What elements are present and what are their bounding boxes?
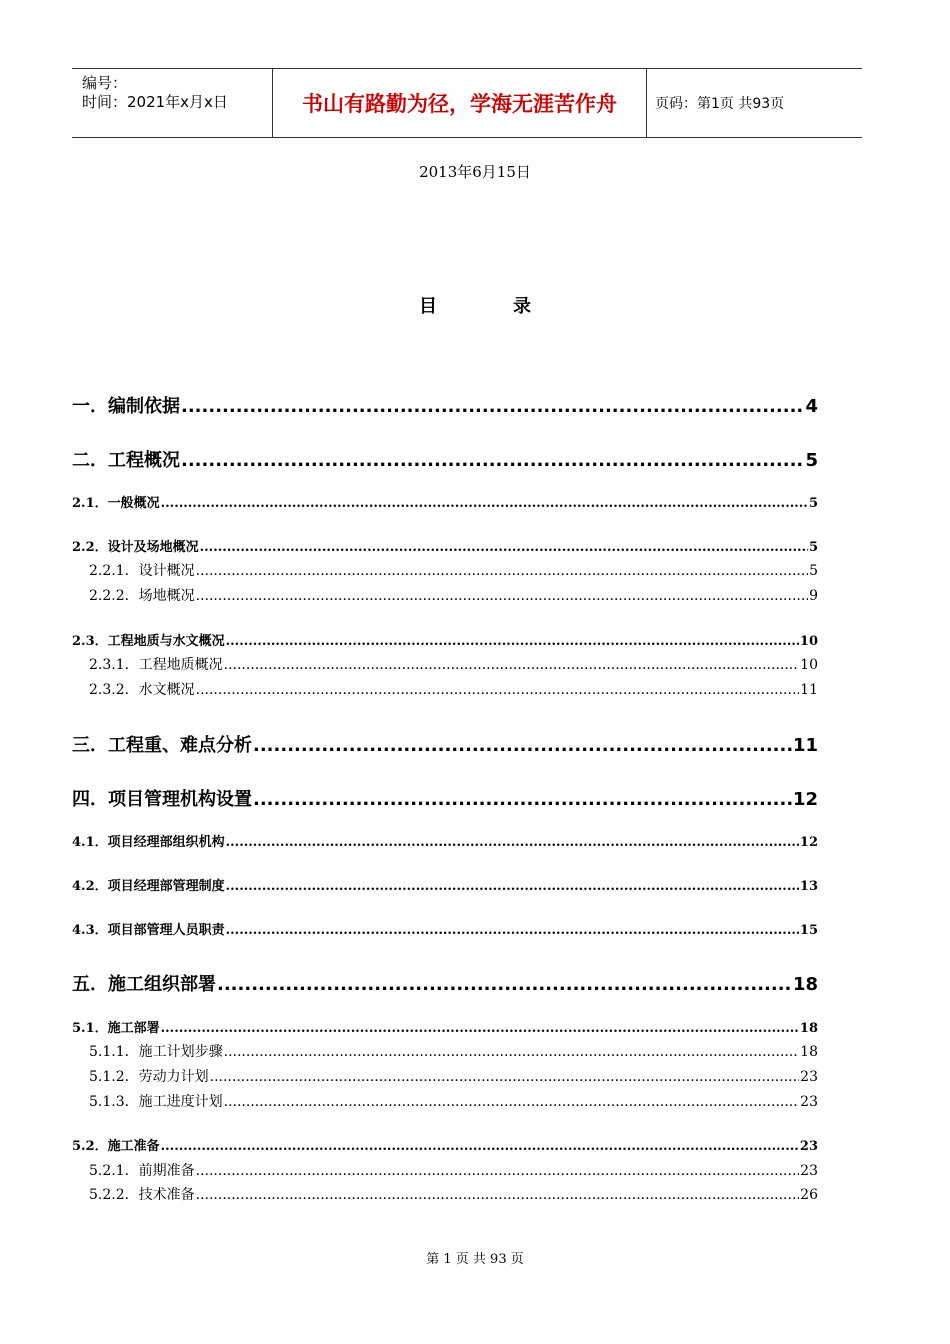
toc-entry-label: 5.1．施工部署 (72, 1021, 160, 1036)
toc-entry-page: 9 (809, 588, 818, 604)
toc-leader-dots (224, 657, 800, 673)
toc-leader-dots (196, 1163, 800, 1179)
toc-entry[interactable] (72, 785, 818, 811)
toc-entry[interactable] (89, 654, 818, 674)
toc-entry[interactable] (72, 630, 818, 649)
toc-entry-page: 23 (799, 1139, 818, 1154)
toc-leader-dots (161, 1021, 799, 1036)
toc-entry[interactable] (72, 919, 818, 938)
toc-leader-dots (226, 634, 799, 649)
toc-entry[interactable] (89, 585, 818, 605)
document-number-label: 编号： (82, 74, 128, 92)
toc-entry-label: 5.1.2．劳动力计划 (89, 1069, 209, 1085)
toc-entry[interactable] (89, 679, 818, 699)
toc-entry-label: 一．编制依据 (72, 396, 180, 417)
toc-leader-dots (196, 1187, 800, 1203)
toc-leader-dots (253, 735, 792, 756)
toc-entry-label: 四．项目管理机构设置 (72, 789, 252, 810)
toc-entry-page: 5 (808, 496, 818, 511)
toc-entry-page: 10 (800, 657, 818, 673)
toc-entry-label: 2.3.2．水文概况 (89, 682, 195, 698)
toc-entry-label: 5.2.2．技术准备 (89, 1187, 195, 1203)
toc-entry-label: 2.3.1．工程地质概况 (89, 657, 223, 673)
toc-leader-dots (210, 1069, 800, 1085)
toc-leader-dots (224, 1094, 800, 1110)
toc-leader-dots (224, 1044, 800, 1060)
toc-entry[interactable] (89, 1091, 818, 1111)
toc-entry[interactable] (72, 731, 818, 757)
toc-entry-label: 5.1.1．施工计划步骤 (89, 1044, 223, 1060)
toc-entry-page: 11 (792, 735, 818, 756)
toc-entry[interactable] (89, 560, 818, 580)
toc-leader-dots (226, 879, 799, 894)
toc-leader-dots (226, 923, 799, 938)
toc-entry-label: 二．工程概况 (72, 450, 180, 471)
toc-heading-char: 目 (419, 296, 437, 317)
page-footer: 第 1 页 共 93 页 (426, 1252, 524, 1267)
toc-heading-char: 录 (513, 296, 531, 317)
toc-leader-dots (226, 835, 799, 850)
document-date: 2013年6月15日 (419, 163, 531, 181)
toc-entry[interactable] (72, 970, 818, 996)
toc-leader-dots (196, 588, 808, 604)
toc-entry-page: 23 (800, 1094, 818, 1110)
toc-entry-label: 5.2.1．前期准备 (89, 1163, 195, 1179)
toc-entry-label: 五．施工组织部署 (72, 974, 216, 995)
toc-entry-page: 23 (800, 1069, 818, 1085)
page-header (72, 68, 862, 138)
toc-entry-page: 5 (809, 563, 818, 579)
toc-entry[interactable] (72, 1017, 818, 1036)
toc-entry[interactable] (89, 1160, 818, 1180)
document-time-label: 时间：2021年x月x日 (82, 93, 228, 111)
toc-entry[interactable] (89, 1041, 818, 1061)
toc-leader-dots (161, 1139, 799, 1154)
toc-entry[interactable] (72, 392, 818, 418)
toc-entry-page: 18 (800, 1044, 818, 1060)
toc-entry-page: 13 (799, 879, 818, 894)
toc-leader-dots (200, 540, 808, 555)
toc-entry[interactable] (72, 831, 818, 850)
toc-leader-dots (161, 496, 808, 511)
toc-entry-label: 2.2.2．场地概况 (89, 588, 195, 604)
toc-entry[interactable] (89, 1066, 818, 1086)
toc-entry-label: 2.1．一般概况 (72, 496, 160, 511)
toc-entry[interactable] (72, 492, 818, 511)
toc-entry-label: 三．工程重、难点分析 (72, 735, 252, 756)
toc-entry[interactable] (72, 446, 818, 472)
toc-entry[interactable] (72, 536, 818, 555)
toc-entry-label: 2.2.1．设计概况 (89, 563, 195, 579)
toc-entry[interactable] (72, 875, 818, 894)
toc-leader-dots (196, 563, 808, 579)
header-meta (72, 69, 273, 137)
toc-entry-label: 4.3．项目部管理人员职责 (72, 923, 225, 938)
toc-leader-dots (253, 789, 792, 810)
toc-entry-label: 2.3．工程地质与水文概况 (72, 634, 225, 649)
toc-entry-page: 12 (799, 835, 818, 850)
toc-entry-label: 5.2．施工准备 (72, 1139, 160, 1154)
toc-entry-label: 4.2．项目经理部管理制度 (72, 879, 225, 894)
toc-entry-page: 4 (805, 396, 818, 417)
toc-leader-dots (217, 974, 792, 995)
toc-entry[interactable] (89, 1184, 818, 1204)
toc-entry-page: 23 (800, 1163, 818, 1179)
toc-entry[interactable] (72, 1135, 818, 1154)
toc-entry-page: 10 (799, 634, 818, 649)
toc-heading (0, 292, 950, 318)
toc-leader-dots (181, 450, 804, 471)
toc-entry-page: 5 (808, 540, 818, 555)
header-page-info: 页码：第1页 共93页 (655, 96, 785, 112)
toc-entry-page: 5 (805, 450, 818, 471)
toc-entry-page: 15 (799, 923, 818, 938)
toc-leader-dots (181, 396, 804, 417)
toc-entry-page: 18 (799, 1021, 818, 1036)
toc-entry-page: 18 (792, 974, 818, 995)
toc-entry-label: 5.1.3．施工进度计划 (89, 1094, 223, 1110)
toc-entry-label: 4.1．项目经理部组织机构 (72, 835, 225, 850)
toc-entry-page: 11 (800, 682, 818, 698)
toc-entry-page: 12 (792, 789, 818, 810)
toc-leader-dots (196, 682, 800, 698)
toc-entry-page: 26 (800, 1187, 818, 1203)
toc-entry-label: 2.2．设计及场地概况 (72, 540, 199, 555)
header-motto: 书山有路勤为径，学海无涯苦作舟 (273, 69, 647, 137)
